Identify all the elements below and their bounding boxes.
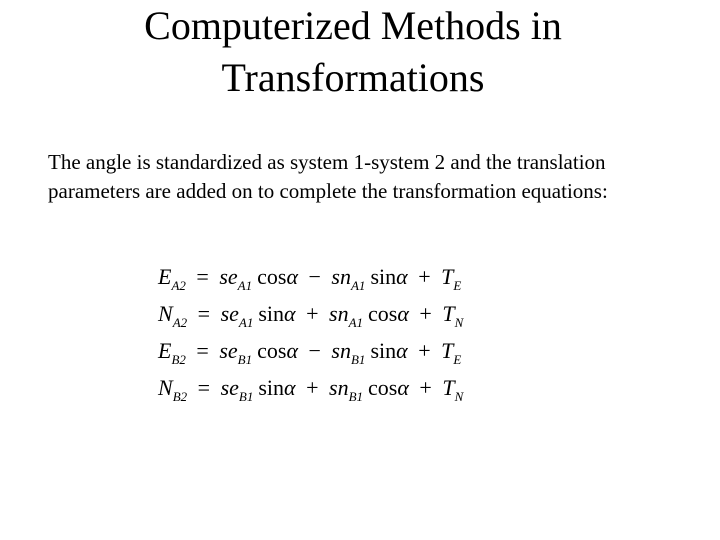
title-line-2: Transformations xyxy=(221,55,485,100)
slide-title xyxy=(0,0,706,104)
equation-line: $N_{A2} = se_{A1}$ $\sin\alpha + sn_{A1}$ $\cos\alpha + T_N$ xyxy=(158,301,464,330)
title-line-1: Computerized Methods in xyxy=(144,3,562,48)
body-paragraph: The angle is standardized as system 1-system 2 and the translation parameters are added on to complete the transformation equations: xyxy=(48,150,608,203)
equation-block xyxy=(158,258,463,406)
equation-line: $N_{B2} = se_{B1}$ $\sin\alpha + sn_{B1}$ $\cos\alpha + T_N$ xyxy=(158,375,464,404)
equation-line: $E_{B2} = se_{B1}$ $\cos\alpha - sn_{B1}$ $\sin\alpha + T_E$ xyxy=(158,338,462,367)
equation-line: $E_{A2} = se_{A1}$ $\cos\alpha - sn_{A1}$ $\sin\alpha + T_E$ xyxy=(158,264,462,293)
